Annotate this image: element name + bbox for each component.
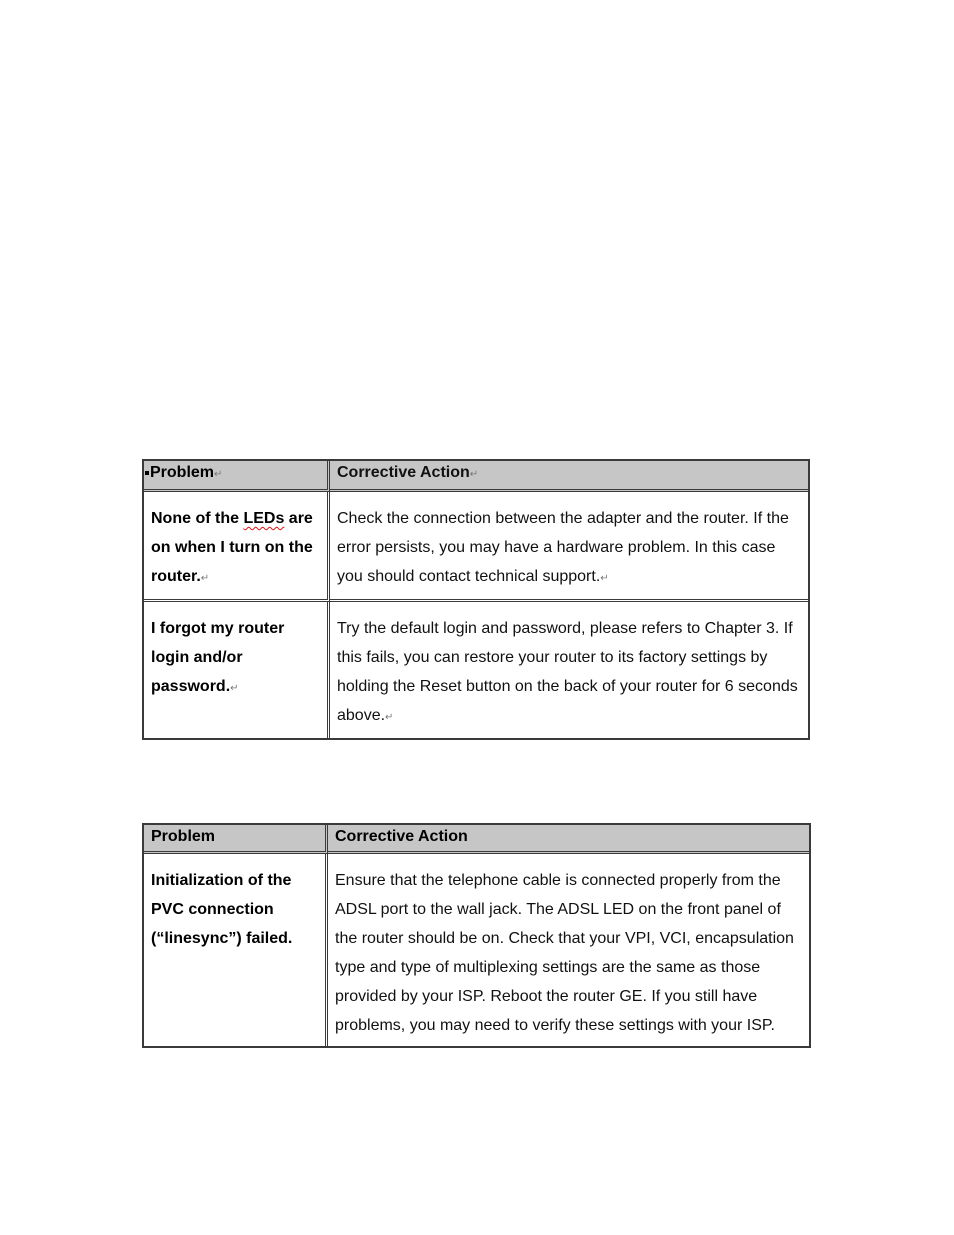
paragraph-mark-icon: ↵ <box>200 573 210 584</box>
action-cell <box>328 854 809 1046</box>
action-text: Ensure that the telephone cable is connected properly from the ADSL port to the wall jack. The ADSL LED on the front panel of the router should be on. Check that your VPI, VCI, encapsulation type and type of multiplexing settings are the same as those provided by your ISP. Reboot the router GE. If you still have problems, you may need to verify these settings with your ISP. <box>335 872 794 1034</box>
action-text: Try the default login and password, please refers to Chapter 3. If this fails, you can restore your router to its factory settings by holding the Reset button on the back of your router for 6 seconds above. <box>337 620 798 724</box>
problem-header-label: Problem <box>151 828 216 845</box>
problem-text: I forgot my router login and/or password. <box>151 620 285 695</box>
action-cell <box>330 602 808 738</box>
problem-header <box>144 825 328 854</box>
action-header <box>328 825 809 854</box>
paragraph-mark-icon: ↵ <box>469 469 479 480</box>
problem-cell <box>144 492 330 602</box>
paragraph-mark-icon: ↵ <box>230 683 239 694</box>
paragraph-mark-icon: ↵ <box>214 469 223 480</box>
table-header-row <box>144 461 808 492</box>
table-row <box>144 492 808 602</box>
table-row <box>144 602 808 738</box>
problem-text: Initialization of the PVC connection (“linesync”) failed. <box>151 872 293 947</box>
problem-header-label: Problem <box>150 464 215 481</box>
action-cell <box>330 492 808 602</box>
problem-text: None of the <box>151 510 244 527</box>
table-anchor-icon <box>145 471 149 475</box>
table-header-row <box>144 825 809 854</box>
problem-cell <box>144 602 330 738</box>
paragraph-mark-icon: ↵ <box>385 712 394 723</box>
action-header-label: Corrective Action <box>337 464 470 481</box>
paragraph-mark-icon: ↵ <box>600 573 609 584</box>
action-text: Check the connection between the adapter and the router. If the error persists, you may have a hardware problem. In this case you should contact technical support. <box>337 510 789 585</box>
action-header <box>330 461 808 492</box>
problem-header <box>144 461 330 492</box>
table-row <box>144 854 809 1046</box>
troubleshooting-table-2 <box>142 823 811 1048</box>
troubleshooting-table-1 <box>142 459 810 740</box>
spelling-flagged-word: LEDs <box>243 510 285 527</box>
action-header-label: Corrective Action <box>335 828 468 845</box>
problem-cell <box>144 854 328 1046</box>
problem-text: are on when I turn on the router. <box>151 510 313 585</box>
